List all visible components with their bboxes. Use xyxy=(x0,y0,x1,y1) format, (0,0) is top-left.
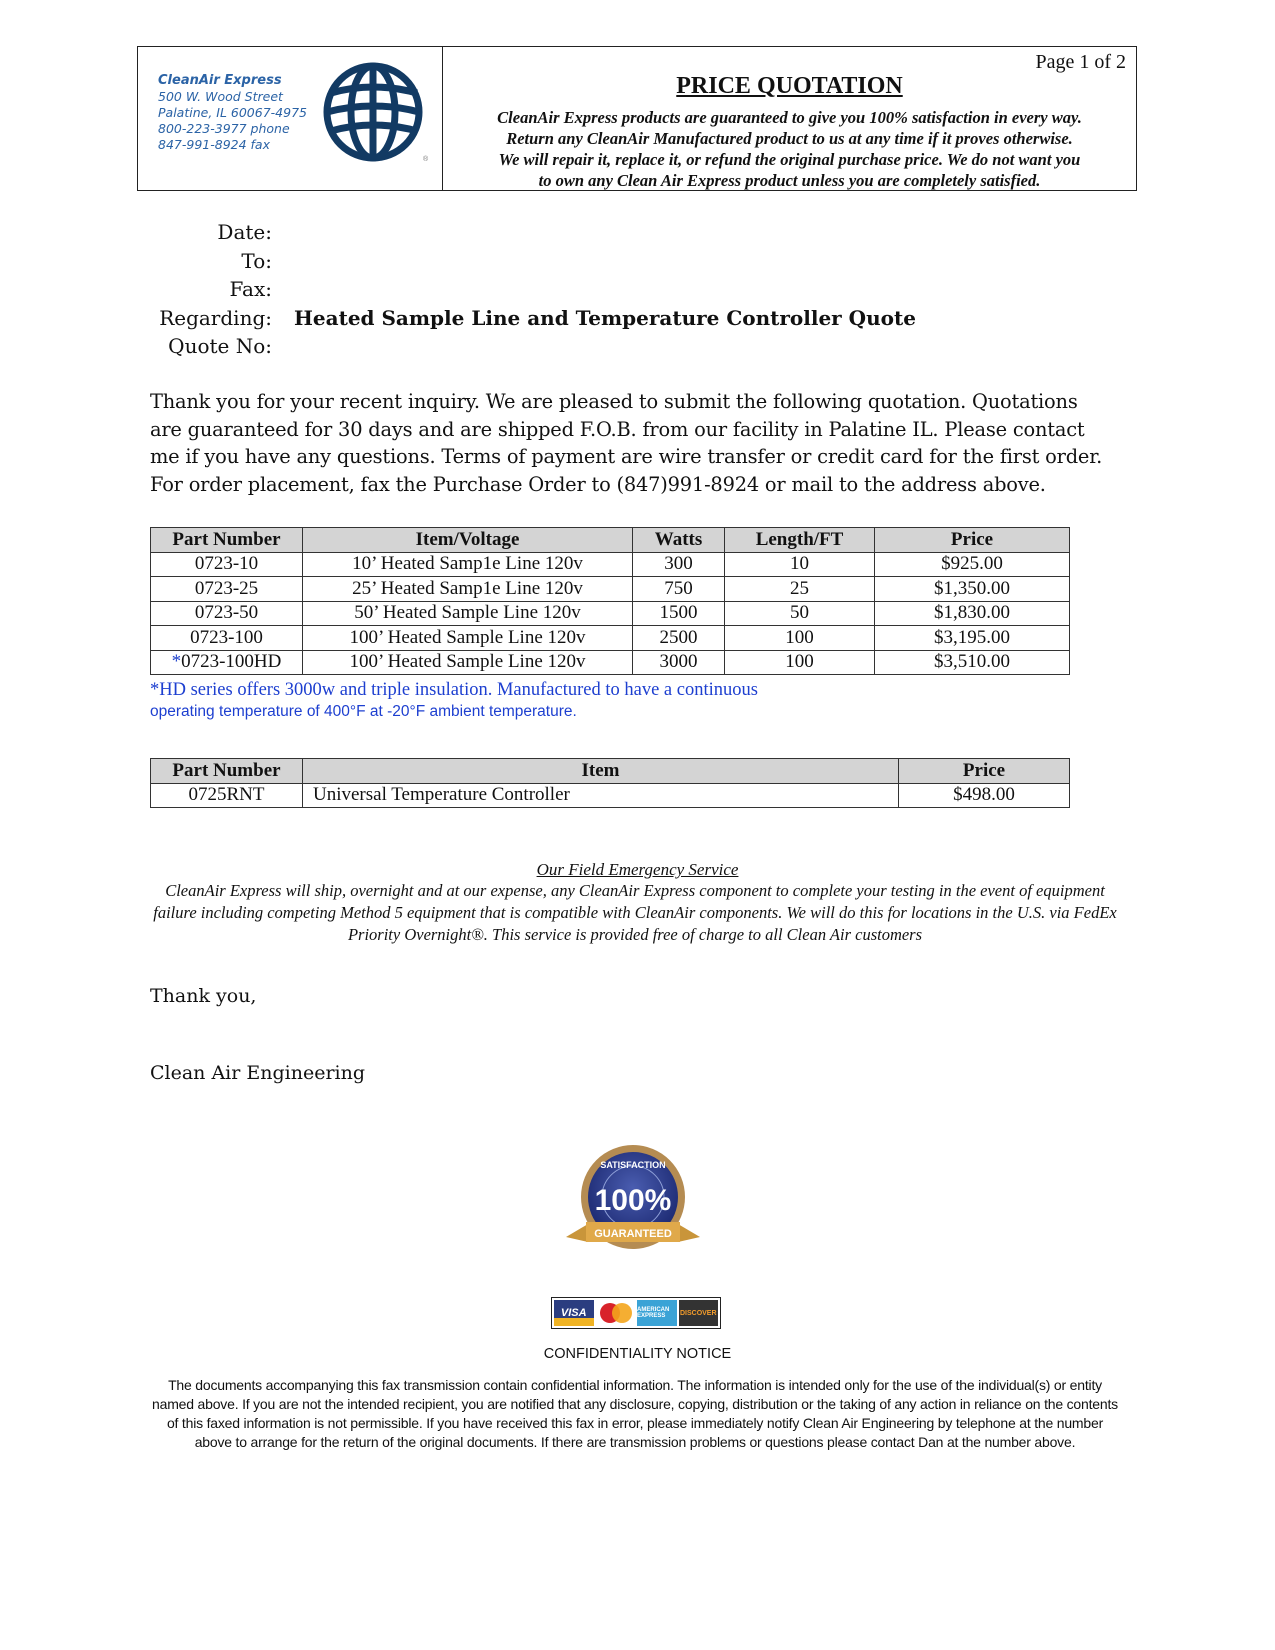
part-number-cell xyxy=(151,626,303,651)
column-header: Length/FT xyxy=(725,528,875,553)
guarantee-line: CleanAir Express products are guaranteed to give you 100% satisfaction in every way. xyxy=(497,108,1082,127)
item-cell: 25’ Heated Samp1e Line 120v xyxy=(303,577,633,602)
watts-cell: 2500 xyxy=(633,626,725,651)
table-row xyxy=(151,650,1070,675)
company-address xyxy=(158,73,307,153)
column-header: Part Number xyxy=(151,528,303,553)
item-cell: 10’ Heated Samp1e Line 120v xyxy=(303,552,633,577)
page-indicator: Page 1 of 2 xyxy=(1035,51,1126,73)
field-label: Regarding: xyxy=(159,305,272,330)
table-row xyxy=(151,601,1070,626)
part-number-cell xyxy=(151,601,303,626)
confidentiality-body: The documents accompanying this fax transmission contain confidential information. The information is intended only for the use of the individual(s) or entity named above. If you are not the intended recipient, you are notified that any disclosure, copying, distribution or the taking of any action in reliance on the contents of this faxed information is not permissible. If you have received this fax in error, please immediately notify Clean Air Engineering by telephone at the number above to arrange for the return of the original documents. If there are transmission problems or questions please contact Dan at the number above. xyxy=(152,1377,1118,1450)
watts-cell: 300 xyxy=(633,552,725,577)
part-number-cell: 0725RNT xyxy=(151,783,303,808)
field-regarding xyxy=(150,304,916,333)
watts-cell: 1500 xyxy=(633,601,725,626)
item-cell: 100’ Heated Sample Line 120v xyxy=(303,626,633,651)
guarantee-statement xyxy=(443,107,1136,191)
field-fax xyxy=(150,275,916,304)
svg-text:100%: 100% xyxy=(594,1184,672,1217)
controller-table xyxy=(150,758,1070,808)
length-cell: 100 xyxy=(725,626,875,651)
part-number: 0723-10 xyxy=(194,553,259,575)
column-header: Item/Voltage xyxy=(303,528,633,553)
guarantee-line: to own any Clean Air Express product unless you are completely satisfied. xyxy=(538,171,1041,190)
mastercard-icon xyxy=(596,1300,636,1326)
satisfaction-guaranteed-seal-icon xyxy=(558,1142,708,1262)
watts-cell: 750 xyxy=(633,577,725,602)
column-header: Price xyxy=(899,759,1070,784)
svg-text:GUARANTEED: GUARANTEED xyxy=(594,1228,672,1240)
amex-card-icon: AMERICAN EXPRESS xyxy=(637,1300,677,1326)
length-cell: 25 xyxy=(725,577,875,602)
table-header-row xyxy=(151,528,1070,553)
price-cell: $925.00 xyxy=(875,552,1070,577)
field-quote-no xyxy=(150,332,916,361)
table-row xyxy=(151,552,1070,577)
svg-text:SATISFACTION: SATISFACTION xyxy=(600,1160,666,1170)
signature: Clean Air Engineering xyxy=(150,1062,366,1084)
hd-footnote: *HD series offers 3000w and triple insulation. Manufactured to have a continuous xyxy=(150,680,758,700)
guarantee-line: We will repair it, replace it, or refund the original purchase price. We do not want you xyxy=(498,150,1081,169)
part-number: 0723-50 xyxy=(194,602,259,624)
letterhead xyxy=(137,46,1137,191)
visa-card-icon: VISA xyxy=(554,1300,594,1326)
closing-thanks: Thank you, xyxy=(150,985,257,1007)
table-row xyxy=(151,626,1070,651)
discover-card-icon: DISCOVER xyxy=(679,1300,719,1326)
price-cell: $498.00 xyxy=(899,783,1070,808)
field-label: To: xyxy=(241,248,272,273)
item-cell: Universal Temperature Controller xyxy=(303,783,899,808)
quote-fields xyxy=(150,218,916,361)
item-cell: 50’ Heated Sample Line 120v xyxy=(303,601,633,626)
globe-logo-icon xyxy=(321,57,431,167)
field-label: Quote No: xyxy=(168,334,272,359)
hd-footnote-continued: operating temperature of 400°F at -20°F ambient temperature. xyxy=(150,703,577,720)
part-number-cell xyxy=(151,577,303,602)
part-number-cell xyxy=(151,552,303,577)
table-row xyxy=(151,577,1070,602)
length-cell: 10 xyxy=(725,552,875,577)
table-row xyxy=(151,783,1070,808)
field-label: Fax: xyxy=(229,277,272,302)
price-cell: $1,350.00 xyxy=(875,577,1070,602)
company-fax: 847-991-8924 fax xyxy=(158,137,270,152)
price-cell: $3,510.00 xyxy=(875,650,1070,675)
emergency-service-title: Our Field Emergency Service xyxy=(536,860,739,879)
document-title: PRICE QUOTATION xyxy=(676,73,903,99)
length-cell: 50 xyxy=(725,601,875,626)
company-phone: 800-223-3977 phone xyxy=(158,121,290,136)
item-cell: 100’ Heated Sample Line 120v xyxy=(303,650,633,675)
price-cell: $3,195.00 xyxy=(875,626,1070,651)
sample-lines-table xyxy=(150,527,1070,675)
asterisk-marker: * xyxy=(171,651,182,673)
intro-paragraph: Thank you for your recent inquiry. We are pleased to submit the following quotation. Quotations are guaranteed for 30 days and are shipped F.O.B. from our facility in Palatine IL. Please contact me if you have any questions. Terms of payment are wire transfer or credit card for the first order. For order placement, fax the Purchase Order to (847)991-8924 or mail to the address above. xyxy=(150,390,1103,496)
column-header: Price xyxy=(875,528,1070,553)
field-label: Date: xyxy=(217,220,272,245)
column-header: Watts xyxy=(633,528,725,553)
part-number: 0723-25 xyxy=(194,577,259,599)
confidentiality-title: CONFIDENTIALITY NOTICE xyxy=(543,1346,732,1362)
guarantee-line: Return any CleanAir Manufactured product to us at any time if it proves otherwise. xyxy=(506,129,1073,148)
company-street: 500 W. Wood Street xyxy=(158,89,283,104)
part-number-cell xyxy=(151,650,303,675)
company-name: CleanAir Express xyxy=(158,73,282,88)
price-cell: $1,830.00 xyxy=(875,601,1070,626)
watts-cell: 3000 xyxy=(633,650,725,675)
accepted-cards xyxy=(551,1297,721,1329)
column-header: Item xyxy=(303,759,899,784)
company-block xyxy=(138,47,443,190)
part-number: 0723-100 xyxy=(190,626,263,648)
field-to xyxy=(150,247,916,276)
part-number: 0723-100HD xyxy=(181,651,282,673)
column-header: Part Number xyxy=(151,759,303,784)
emergency-service-body: CleanAir Express will ship, overnight and at our expense, any CleanAir Express component to complete your testing in the event of equipment failure including competing Method 5 equipment that is compatible with CleanAir components. We will do this for locations in the U.S. via FedEx Priority Overnight®. This service is provided free of charge to all Clean Air customers xyxy=(153,881,1117,944)
quotation-heading xyxy=(443,47,1136,190)
svg-text:®: ® xyxy=(423,156,429,163)
field-value: Heated Sample Line and Temperature Controller Quote xyxy=(294,305,916,330)
company-city: Palatine, IL 60067-4975 xyxy=(158,105,307,120)
field-date xyxy=(150,218,916,247)
table-header-row xyxy=(151,759,1070,784)
length-cell: 100 xyxy=(725,650,875,675)
